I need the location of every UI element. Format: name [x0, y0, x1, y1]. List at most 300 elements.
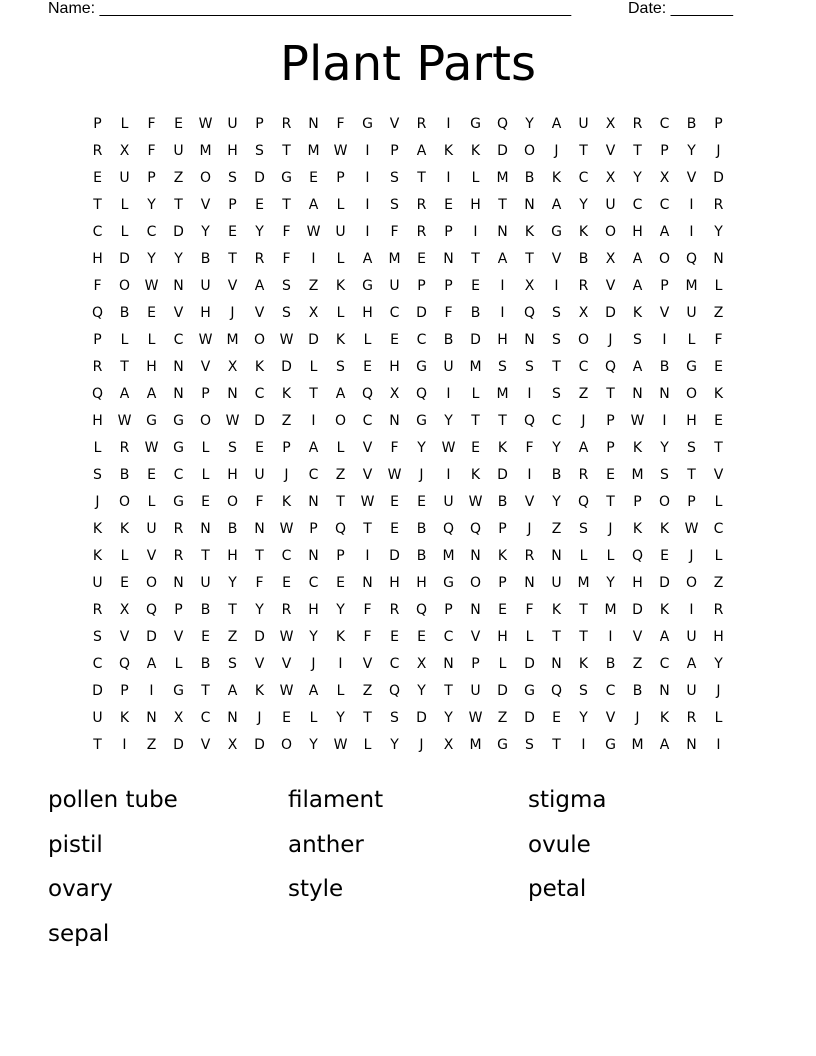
grid-letter: S	[498, 359, 507, 375]
grid-letter: A	[362, 251, 373, 267]
grid-letter: E	[147, 305, 156, 321]
grid-letter: I	[311, 413, 316, 429]
grid-letter: N	[524, 575, 535, 591]
grid-letter: D	[146, 629, 157, 645]
grid-letter: Z	[551, 521, 562, 537]
grid-letter: L	[714, 494, 723, 510]
grid-letter: Q	[604, 359, 617, 375]
grid-letter: S	[552, 305, 561, 321]
grid-letter: K	[335, 332, 346, 348]
grid-letter: O	[280, 737, 293, 753]
grid-letter: T	[498, 413, 507, 429]
grid-letter: E	[417, 251, 426, 267]
grid-letter: L	[687, 332, 696, 348]
grid-letter: J	[608, 521, 613, 537]
grid-letter: N	[497, 224, 508, 240]
grid-letter: B	[686, 116, 697, 132]
grid-letter: I	[446, 116, 451, 132]
grid-letter: A	[254, 278, 265, 294]
grid-letter: X	[605, 116, 616, 132]
grid-letter: U	[227, 116, 238, 132]
grid-letter: C	[146, 224, 157, 240]
grid-letter: S	[228, 170, 237, 186]
grid-letter: T	[714, 440, 723, 456]
grid-letter: V	[173, 629, 184, 645]
grid-letter: M	[469, 737, 482, 753]
grid-letter: L	[309, 710, 318, 726]
grid-letter: W	[333, 143, 348, 159]
grid-letter: S	[687, 440, 696, 456]
grid-letter: R	[578, 467, 589, 483]
grid-letter: A	[659, 629, 670, 645]
grid-letter: S	[552, 386, 561, 402]
grid-letter: N	[227, 386, 238, 402]
grid-letter: I	[500, 278, 505, 294]
grid-letter: C	[659, 656, 670, 672]
word-bank	[48, 778, 768, 958]
grid-letter: L	[363, 332, 372, 348]
grid-letter: P	[93, 116, 102, 132]
grid-letter: T	[174, 197, 183, 213]
grid-letter: W	[279, 521, 294, 537]
grid-letter: H	[308, 602, 319, 618]
grid-letter: N	[200, 521, 211, 537]
grid-letter: L	[147, 494, 156, 510]
word-bank-item: ovule	[528, 831, 591, 858]
grid-letter: F	[147, 116, 156, 132]
grid-letter: T	[282, 143, 291, 159]
grid-letter: K	[524, 224, 535, 240]
grid-letter: O	[199, 413, 212, 429]
grid-letter: M	[469, 359, 482, 375]
grid-letter: A	[659, 737, 670, 753]
grid-letter: N	[713, 251, 724, 267]
grid-letter: H	[470, 197, 481, 213]
grid-letter: M	[388, 251, 401, 267]
grid-letter: K	[497, 548, 508, 564]
grid-letter: S	[525, 737, 534, 753]
grid-letter: B	[227, 521, 238, 537]
grid-letter: T	[498, 197, 507, 213]
grid-letter: J	[716, 683, 721, 699]
grid-letter: G	[416, 359, 427, 375]
grid-letter: H	[200, 305, 211, 321]
grid-letter: V	[200, 359, 211, 375]
grid-letter: O	[658, 494, 671, 510]
grid-letter: I	[122, 737, 127, 753]
grid-letter: V	[200, 197, 211, 213]
grid-letter: D	[173, 224, 184, 240]
grid-letter: K	[119, 710, 130, 726]
grid-letter: Q	[469, 521, 482, 537]
grid-letter: Q	[577, 494, 590, 510]
grid-letter: A	[335, 386, 346, 402]
grid-letter: D	[254, 170, 265, 186]
grid-letter: M	[577, 575, 590, 591]
grid-letter: W	[684, 521, 699, 537]
grid-letter: B	[497, 494, 508, 510]
grid-letter: Y	[552, 494, 561, 510]
grid-letter: O	[577, 332, 590, 348]
grid-letter: T	[687, 467, 696, 483]
grid-letter: T	[309, 386, 318, 402]
grid-letter: I	[473, 224, 478, 240]
grid-letter: K	[335, 629, 346, 645]
grid-letter: C	[632, 197, 643, 213]
grid-letter: Y	[309, 737, 318, 753]
grid-letter: W	[441, 440, 456, 456]
grid-letter: E	[417, 494, 426, 510]
grid-letter: N	[470, 548, 481, 564]
grid-letter: A	[146, 386, 157, 402]
grid-letter: D	[497, 683, 508, 699]
grid-letter: S	[282, 305, 291, 321]
grid-letter: O	[685, 386, 698, 402]
grid-letter: P	[660, 143, 669, 159]
grid-letter: E	[714, 359, 723, 375]
grid-letter: K	[254, 359, 265, 375]
grid-letter: V	[713, 467, 724, 483]
grid-letter: P	[444, 602, 453, 618]
grid-letter: Q	[91, 386, 104, 402]
grid-letter: N	[173, 359, 184, 375]
grid-letter: V	[632, 629, 643, 645]
grid-letter: K	[281, 386, 292, 402]
grid-letter: B	[551, 467, 562, 483]
word-bank-item: petal	[528, 876, 587, 902]
grid-letter: Y	[336, 602, 345, 618]
grid-letter: H	[227, 548, 238, 564]
grid-letter: Q	[91, 305, 104, 321]
grid-letter: L	[714, 278, 723, 294]
grid-letter: X	[605, 251, 616, 267]
grid-letter: F	[282, 251, 291, 267]
grid-letter: K	[92, 548, 103, 564]
grid-letter: P	[390, 143, 399, 159]
grid-letter: G	[524, 683, 535, 699]
grid-letter: I	[338, 656, 343, 672]
grid-letter: N	[308, 116, 319, 132]
grid-letter: Y	[660, 440, 669, 456]
grid-letter: M	[604, 602, 617, 618]
grid-letter: L	[606, 548, 615, 564]
grid-letter: Y	[147, 197, 156, 213]
grid-letter: V	[605, 143, 616, 159]
grid-letter: N	[659, 683, 670, 699]
grid-letter: V	[605, 278, 616, 294]
grid-letter: T	[120, 359, 129, 375]
grid-letter: F	[714, 332, 723, 348]
grid-letter: N	[308, 494, 319, 510]
grid-letter: L	[120, 332, 129, 348]
grid-letter: D	[659, 575, 670, 591]
grid-letter: P	[174, 602, 183, 618]
grid-letter: I	[689, 602, 694, 618]
grid-letter: Q	[550, 683, 563, 699]
grid-letter: A	[146, 656, 157, 672]
grid-letter: S	[282, 278, 291, 294]
grid-letter: N	[173, 278, 184, 294]
grid-letter: U	[686, 629, 697, 645]
grid-letter: D	[497, 143, 508, 159]
grid-letter: X	[524, 278, 535, 294]
grid-letter: S	[552, 332, 561, 348]
grid-letter: H	[497, 332, 508, 348]
grid-letter: D	[416, 305, 427, 321]
grid-letter: V	[389, 116, 400, 132]
grid-letter: R	[92, 602, 103, 618]
grid-letter: M	[631, 467, 644, 483]
grid-letter: G	[173, 440, 184, 456]
grid-letter: H	[713, 629, 724, 645]
grid-letter: N	[686, 737, 697, 753]
grid-letter: N	[470, 602, 481, 618]
grid-letter: B	[605, 656, 616, 672]
grid-letter: V	[524, 494, 535, 510]
grid-letter: N	[173, 386, 184, 402]
grid-letter: D	[173, 737, 184, 753]
grid-letter: K	[713, 386, 724, 402]
grid-letter: N	[227, 710, 238, 726]
grid-letter: Q	[361, 386, 374, 402]
grid-letter: A	[578, 440, 589, 456]
grid-letter: F	[147, 143, 156, 159]
grid-letter: H	[416, 575, 427, 591]
grid-letter: W	[117, 413, 132, 429]
grid-letter: V	[605, 710, 616, 726]
grid-letter: T	[579, 143, 588, 159]
grid-letter: S	[579, 683, 588, 699]
grid-letter: G	[605, 737, 616, 753]
grid-letter: H	[92, 413, 103, 429]
grid-letter: X	[119, 143, 130, 159]
grid-letter: Z	[227, 629, 238, 645]
grid-letter: I	[500, 305, 505, 321]
grid-letter: L	[201, 440, 210, 456]
grid-letter: Q	[496, 116, 509, 132]
grid-letter: E	[471, 440, 480, 456]
grid-letter: K	[632, 440, 643, 456]
grid-letter: T	[417, 170, 426, 186]
grid-letter: I	[149, 683, 154, 699]
grid-letter: H	[686, 413, 697, 429]
grid-letter: L	[120, 197, 129, 213]
grid-letter: L	[336, 251, 345, 267]
grid-letter: T	[579, 629, 588, 645]
grid-letter: P	[687, 494, 696, 510]
grid-letter: I	[689, 224, 694, 240]
grid-letter: V	[254, 305, 265, 321]
grid-letter: I	[365, 548, 370, 564]
grid-letter: A	[686, 656, 697, 672]
grid-letter: Y	[201, 224, 210, 240]
grid-letter: D	[713, 170, 724, 186]
grid-letter: J	[716, 143, 721, 159]
grid-letter: H	[389, 575, 400, 591]
grid-letter: Y	[147, 251, 156, 267]
grid-letter: A	[308, 440, 319, 456]
grid-letter: Q	[388, 683, 401, 699]
grid-letter: N	[551, 656, 562, 672]
grid-letter: Y	[444, 413, 453, 429]
grid-letter: L	[201, 467, 210, 483]
grid-letter: E	[93, 170, 102, 186]
grid-letter: J	[419, 737, 424, 753]
grid-letter: R	[686, 710, 697, 726]
grid-letter: T	[579, 602, 588, 618]
grid-letter: Y	[417, 683, 426, 699]
grid-letter: Z	[578, 386, 589, 402]
grid-letter: D	[470, 332, 481, 348]
grid-letter: W	[225, 413, 240, 429]
grid-letter: B	[119, 305, 130, 321]
grid-letter: N	[443, 656, 454, 672]
grid-letter: C	[281, 548, 292, 564]
grid-letter: L	[714, 710, 723, 726]
grid-letter: G	[173, 413, 184, 429]
grid-letter: G	[443, 575, 454, 591]
grid-letter: C	[659, 116, 670, 132]
grid-letter: V	[362, 440, 373, 456]
grid-letter: Y	[687, 143, 696, 159]
grid-letter: D	[497, 467, 508, 483]
grid-letter: Y	[255, 602, 264, 618]
grid-letter: U	[146, 521, 157, 537]
grid-letter: J	[581, 413, 586, 429]
grid-letter: P	[120, 683, 129, 699]
grid-letter: P	[336, 548, 345, 564]
grid-letter: V	[659, 305, 670, 321]
grid-letter: F	[390, 440, 399, 456]
grid-letter: Y	[255, 224, 264, 240]
grid-letter: L	[471, 386, 480, 402]
grid-letter: J	[527, 521, 532, 537]
grid-letter: S	[336, 359, 345, 375]
grid-letter: V	[551, 251, 562, 267]
grid-letter: E	[174, 116, 183, 132]
grid-letter: U	[443, 494, 454, 510]
grid-letter: H	[632, 575, 643, 591]
grid-letter: Q	[334, 521, 347, 537]
grid-letter: A	[497, 251, 508, 267]
grid-letter: K	[659, 521, 670, 537]
grid-letter: Y	[444, 710, 453, 726]
grid-letter: F	[255, 575, 264, 591]
grid-letter: I	[446, 170, 451, 186]
grid-letter: W	[144, 278, 159, 294]
grid-letter: U	[389, 278, 400, 294]
grid-letter: P	[606, 413, 615, 429]
grid-letter: Y	[579, 197, 588, 213]
grid-letter: T	[255, 548, 264, 564]
grid-letter: A	[416, 143, 427, 159]
grid-letter: E	[147, 467, 156, 483]
grid-letter: W	[279, 683, 294, 699]
grid-letter: I	[716, 737, 721, 753]
grid-letter: C	[308, 575, 319, 591]
grid-letter: L	[498, 656, 507, 672]
grid-letter: S	[525, 359, 534, 375]
grid-letter: C	[308, 467, 319, 483]
grid-letter: P	[147, 170, 156, 186]
grid-letter: I	[446, 386, 451, 402]
grid-letter: Z	[713, 305, 724, 321]
grid-letter: T	[93, 197, 102, 213]
grid-letter: H	[632, 224, 643, 240]
grid-letter: L	[336, 683, 345, 699]
grid-letter: O	[658, 251, 671, 267]
grid-letter: E	[336, 575, 345, 591]
grid-letter: T	[552, 737, 561, 753]
word-bank-item: stigma	[528, 787, 607, 813]
grid-letter: W	[198, 332, 213, 348]
grid-letter: D	[92, 683, 103, 699]
grid-letter: L	[714, 548, 723, 564]
grid-letter: U	[443, 359, 454, 375]
grid-letter: W	[468, 494, 483, 510]
grid-letter: K	[254, 683, 265, 699]
grid-letter: Z	[632, 656, 643, 672]
grid-letter: S	[228, 656, 237, 672]
grid-letter: S	[93, 629, 102, 645]
page-title: Plant Parts	[280, 36, 536, 92]
grid-letter: H	[227, 143, 238, 159]
grid-letter: E	[309, 170, 318, 186]
grid-letter: U	[686, 683, 697, 699]
grid-letter: D	[632, 602, 643, 618]
grid-letter: E	[498, 602, 507, 618]
word-bank-item: pollen tube	[48, 787, 178, 813]
grid-letter: X	[227, 359, 238, 375]
grid-letter: E	[282, 575, 291, 591]
grid-letter: R	[281, 602, 292, 618]
grid-letter: U	[119, 170, 130, 186]
grid-letter: I	[365, 197, 370, 213]
grid-letter: W	[306, 224, 321, 240]
grid-letter: T	[471, 413, 480, 429]
grid-letter: H	[362, 305, 373, 321]
grid-letter: R	[632, 116, 643, 132]
grid-letter: J	[419, 467, 424, 483]
grid-letter: H	[389, 359, 400, 375]
grid-letter: A	[632, 278, 643, 294]
grid-letter: P	[282, 440, 291, 456]
grid-letter: K	[578, 656, 589, 672]
grid-letter: C	[92, 656, 103, 672]
grid-letter: S	[633, 332, 642, 348]
grid-letter: L	[120, 548, 129, 564]
grid-letter: C	[551, 413, 562, 429]
grid-letter: M	[496, 170, 509, 186]
grid-letter: P	[228, 197, 237, 213]
grid-letter: R	[173, 521, 184, 537]
grid-letter: N	[659, 386, 670, 402]
grid-letter: E	[363, 359, 372, 375]
grid-letter: L	[525, 629, 534, 645]
grid-letter: T	[201, 683, 210, 699]
grid-letter: U	[551, 575, 562, 591]
grid-letter: J	[284, 467, 289, 483]
grid-letter: M	[685, 278, 698, 294]
grid-letter: E	[201, 494, 210, 510]
grid-letter: P	[309, 521, 318, 537]
grid-letter: P	[93, 332, 102, 348]
grid-letter: Z	[362, 683, 373, 699]
grid-letter: D	[416, 710, 427, 726]
grid-letter: L	[471, 170, 480, 186]
grid-letter: E	[282, 710, 291, 726]
grid-letter: P	[417, 278, 426, 294]
